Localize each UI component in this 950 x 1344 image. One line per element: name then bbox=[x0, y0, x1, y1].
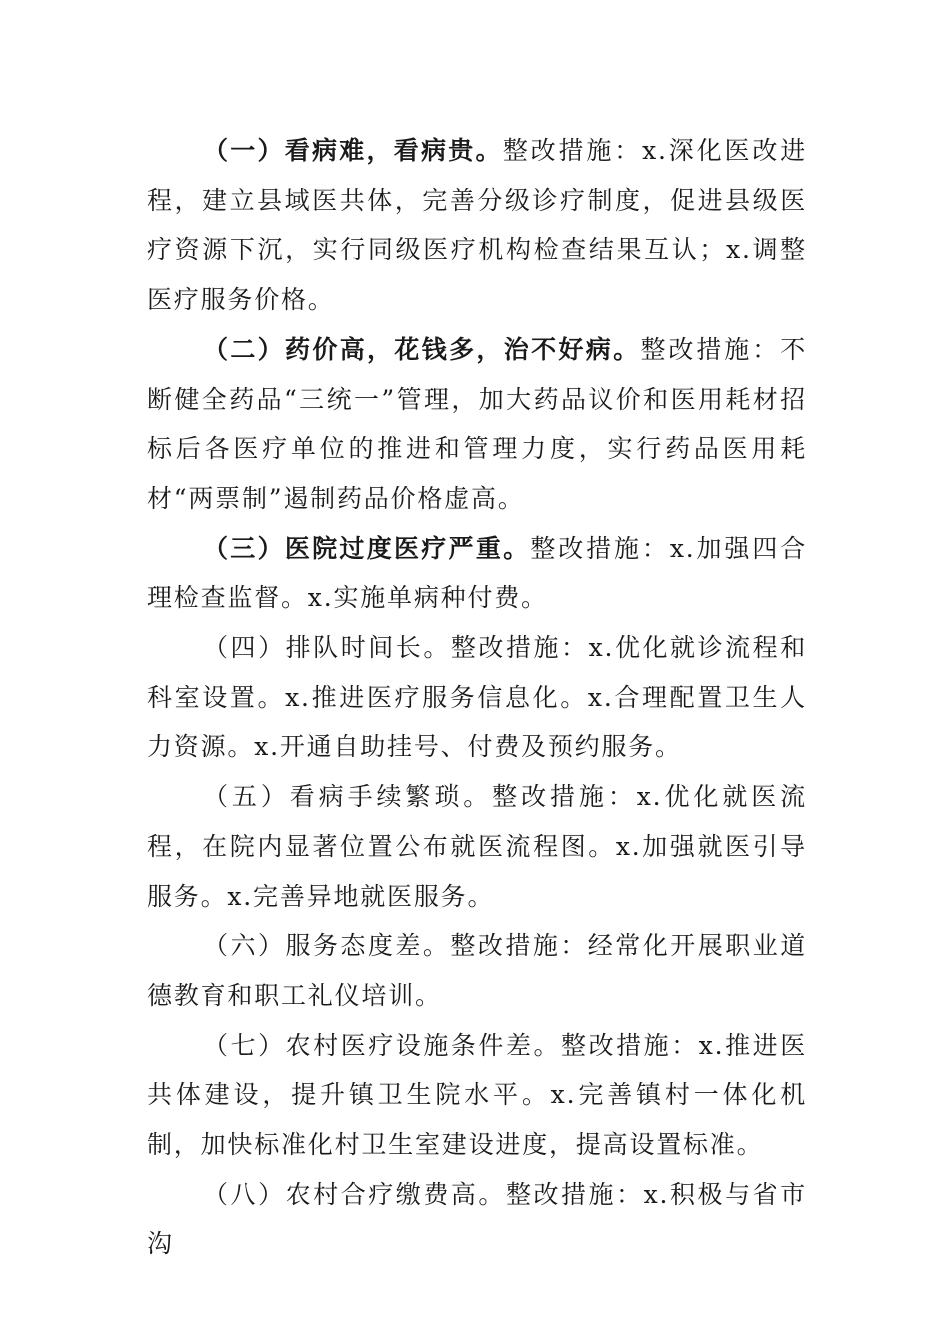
paragraph-8 bbox=[147, 1170, 807, 1269]
paragraph-5 bbox=[147, 772, 807, 921]
paragraph-3-body: 整改措施：x.加强四合理检查监督。x.实施单病种付费。 bbox=[147, 533, 807, 613]
paragraph-8-body: 整改措施：x.积极与省市沟 bbox=[147, 1179, 807, 1259]
paragraph-2-body: 整改措施：不断健全药品“三统一”管理，加大药品议价和医用耗材招标后各医疗单位的推进和管理力度，实行药品医用耗材“两票制”遏制药品价格虚高。 bbox=[147, 334, 807, 513]
paragraph-1-heading: （一）看病难，看病贵。 bbox=[203, 136, 503, 165]
paragraph-6-heading: （六）服务态度差。 bbox=[203, 931, 451, 961]
paragraph-6-body: 整改措施：经常化开展职业道德教育和职工礼仪培训。 bbox=[147, 931, 807, 1010]
paragraph-7-body: 整改措施：x.推进医共体建设，提升镇卫生院水平。x.完善镇村一体化机制，加快标准化村卫生室建设进度，提高设置标准。 bbox=[147, 1030, 808, 1160]
paragraph-8-heading: （八）农村合疗缴费高。 bbox=[203, 1179, 506, 1209]
paragraph-7 bbox=[147, 1021, 807, 1170]
paragraph-4-heading: （四）排队时间长。 bbox=[203, 633, 451, 663]
paragraph-4 bbox=[147, 623, 807, 772]
paragraph-5-heading: （五）看病手续繁琐。 bbox=[203, 782, 493, 812]
paragraph-6 bbox=[147, 921, 807, 1020]
paragraph-2 bbox=[147, 325, 807, 524]
paragraph-1-body: 整改措施：x.深化医改进程，建立县域医共体，完善分级诊疗制度，促进县级医疗资源下沉，实行同级医疗机构检查结果互认；x.调整医疗服务价格。 bbox=[147, 136, 808, 315]
paragraph-2-heading: （二）药价高，花钱多，治不好病。 bbox=[203, 334, 641, 364]
paragraph-3-heading: （三）医院过度医疗严重。 bbox=[203, 533, 531, 563]
paragraph-7-heading: （七）农村医疗设施条件差。 bbox=[203, 1030, 562, 1060]
paragraph-4-body: 整改措施：x.优化就诊流程和科室设置。x.推进医疗服务信息化。x.合理配置卫生人力资源。x.开通自助挂号、付费及预约服务。 bbox=[147, 633, 808, 762]
paragraph-5-body: 整改措施：x.优化就医流程，在院内显著位置公布就医流程图。x.加强就医引导服务。x.完善异地就医服务。 bbox=[147, 782, 807, 911]
paragraph-1 bbox=[147, 126, 807, 325]
paragraph-3 bbox=[147, 524, 807, 623]
document-body bbox=[147, 126, 807, 1269]
